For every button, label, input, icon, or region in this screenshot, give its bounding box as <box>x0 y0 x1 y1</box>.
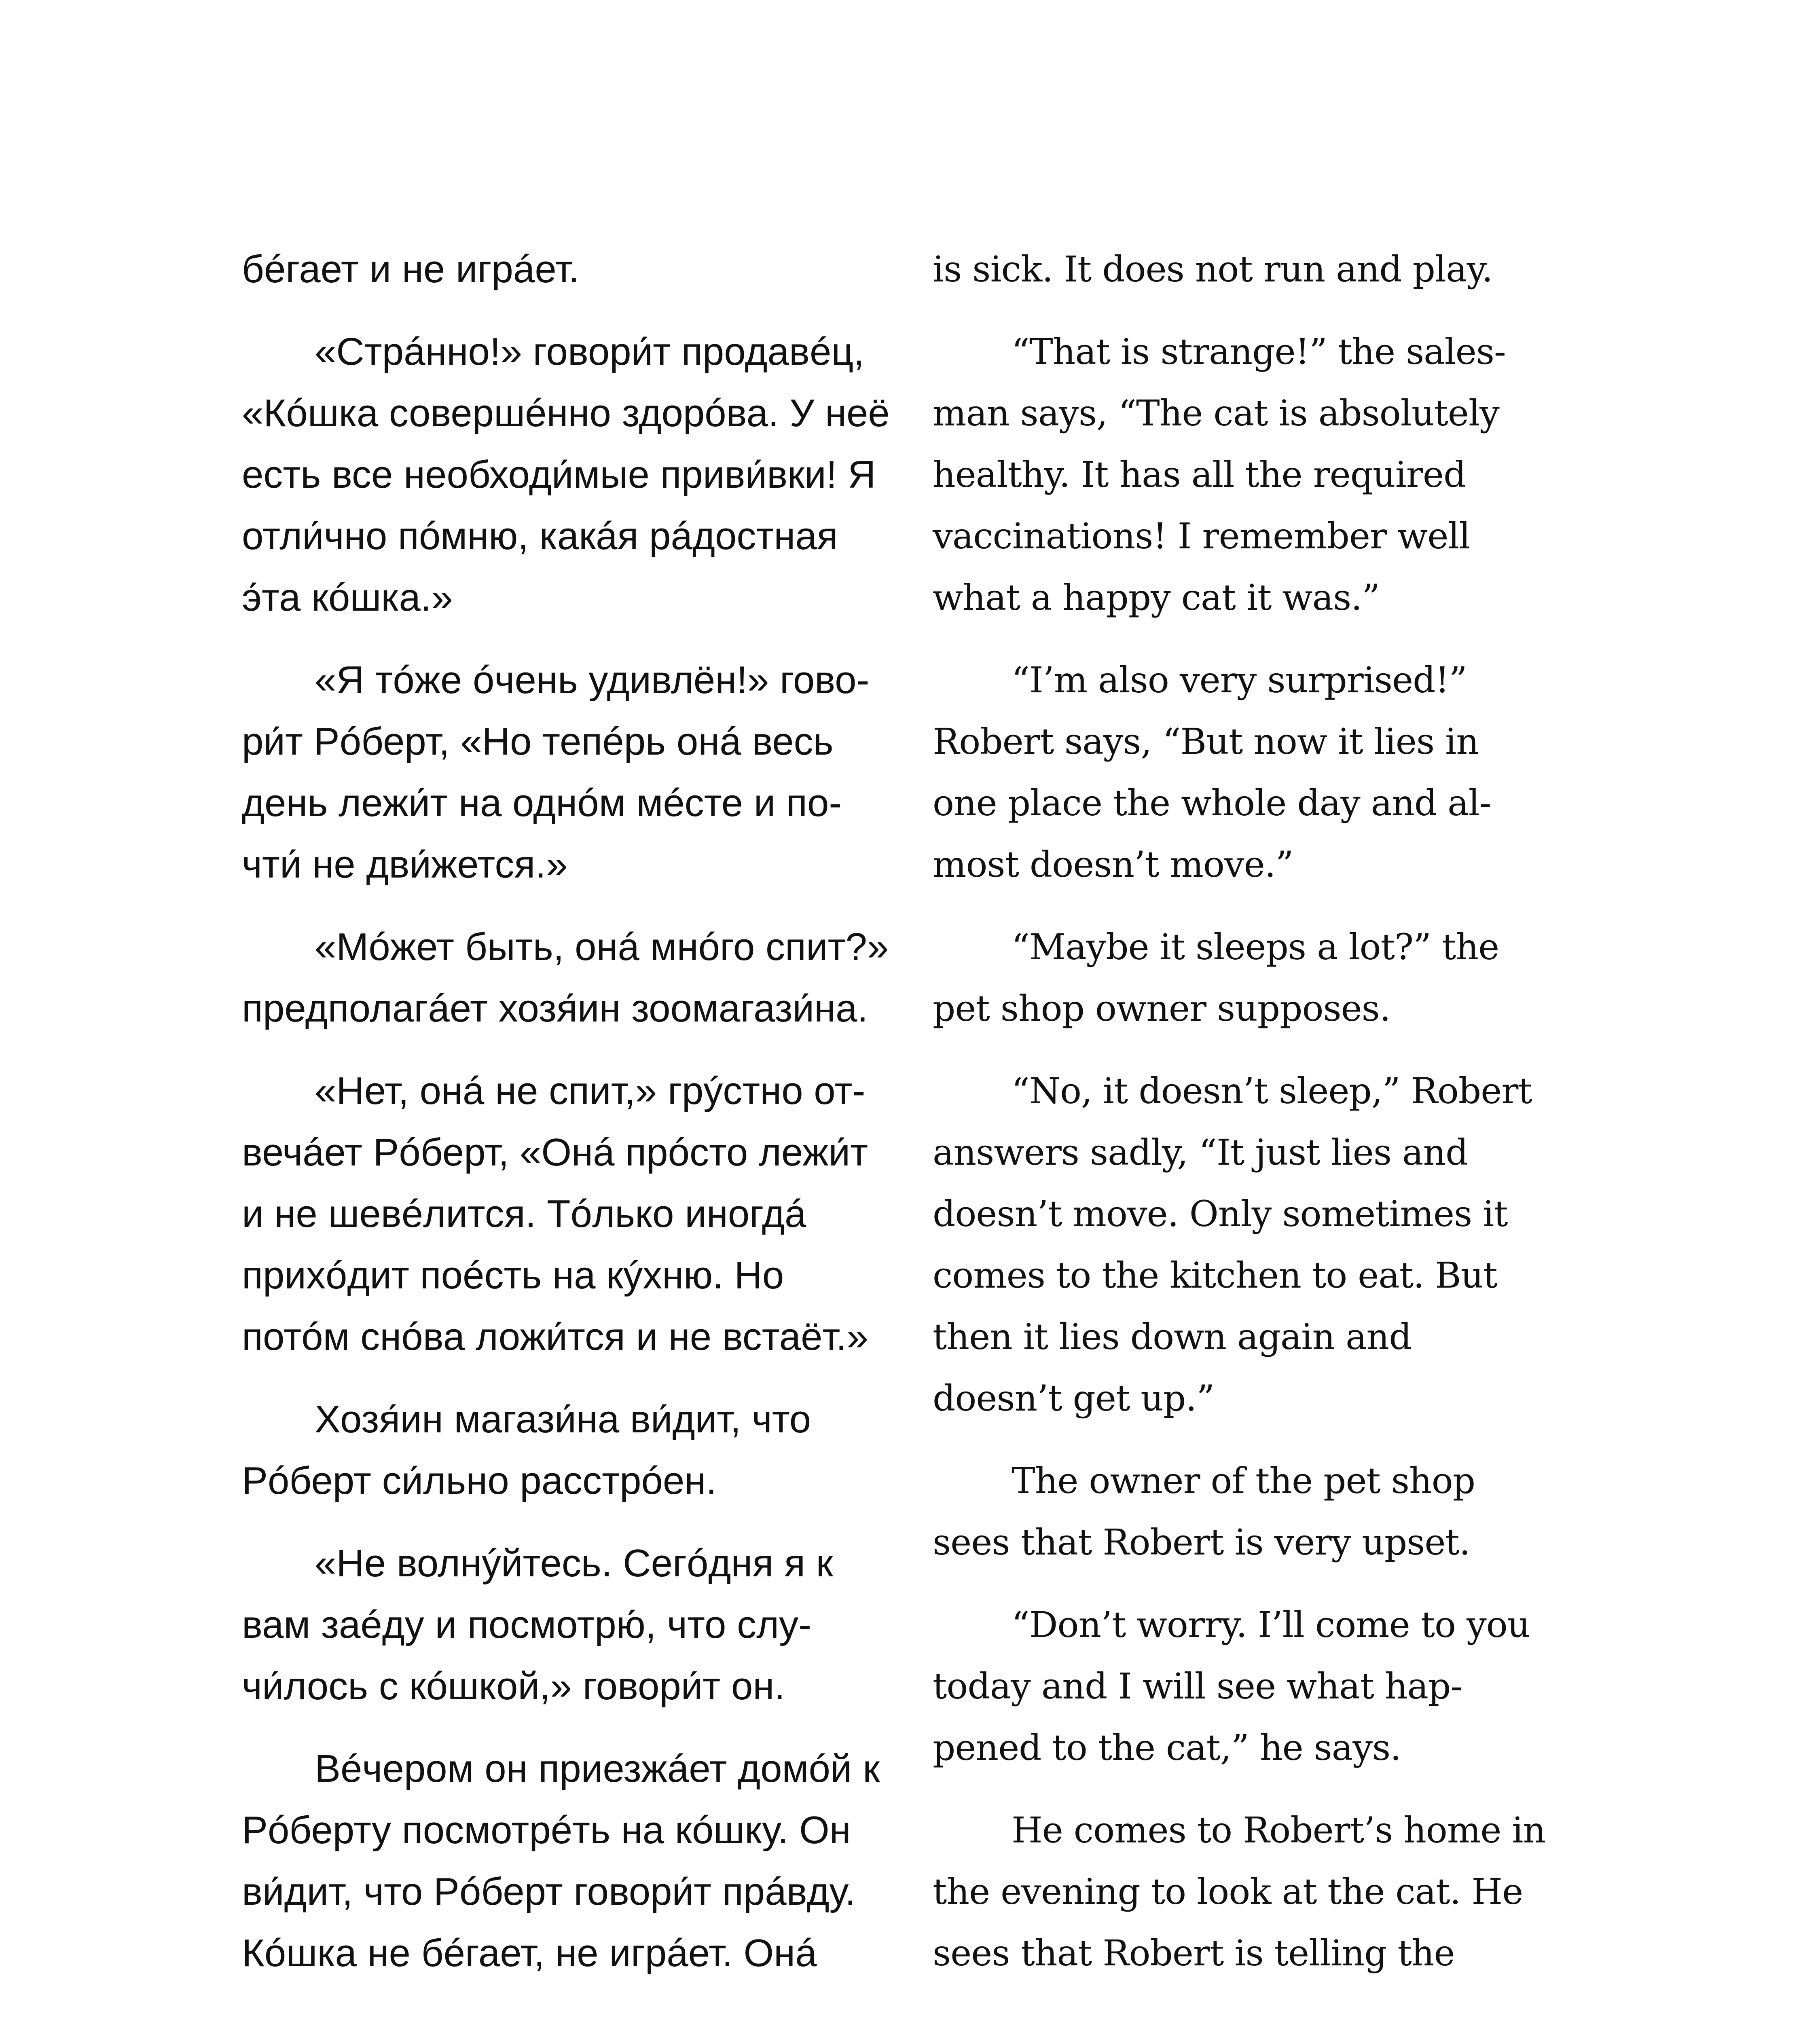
text-line: healthy. It has all the required <box>933 454 1466 495</box>
text-line: бéгает и не игрáет. <box>242 247 580 291</box>
text-line: «Стрáнно!» говори́т продавéц, <box>315 330 864 373</box>
text-line: э́та кóшка.» <box>242 576 453 619</box>
ru-paragraph <box>242 1533 913 1717</box>
text-line: «Не волнýйтесь. Сегóдня я к <box>315 1542 833 1585</box>
text-line: “Don’t worry. I’ll come to you <box>1012 1604 1530 1646</box>
text-line: comes to the kitchen to eat. But <box>933 1254 1497 1296</box>
text-line: then it lies down again and <box>933 1316 1412 1358</box>
text-line: есть все необходи́мые приви́вки! Я <box>242 453 876 496</box>
en-paragraph <box>933 649 1547 895</box>
en-paragraph <box>933 1800 1547 1984</box>
text-line: “Maybe it sleeps a lot?” the <box>1012 926 1499 968</box>
ru-paragraph <box>242 1060 913 1368</box>
text-line: vaccinations! I remember well <box>933 515 1470 557</box>
russian-text-column <box>242 239 913 1984</box>
english-text-column <box>933 239 1547 1984</box>
text-line: вам заéду и посмотрю́, что слу- <box>242 1603 812 1646</box>
text-line: pened to the cat,” he says. <box>933 1727 1401 1768</box>
text-line: отли́чно пóмню, какáя рáдостная <box>242 514 838 558</box>
en-paragraph <box>933 1594 1547 1779</box>
text-line: what a happy cat it was.” <box>933 577 1380 618</box>
text-line: день лежи́т на однóм мéсте и по- <box>242 781 842 825</box>
text-line: Рóберту посмотрéть на кóшку. Он <box>242 1808 851 1852</box>
text-line: one place the whole day and al- <box>933 782 1491 824</box>
text-line: man says, “The cat is absolutely <box>933 392 1499 434</box>
ru-paragraph <box>242 1389 913 1512</box>
text-line: “That is strange!” the sales- <box>1012 331 1506 372</box>
en-paragraph <box>933 321 1547 628</box>
text-line: answers sadly, “It just lies and <box>933 1132 1468 1173</box>
text-line: The owner of the pet shop <box>1012 1460 1475 1502</box>
text-line: doesn’t move. Only sometimes it <box>933 1193 1508 1235</box>
text-line: «Нет, онá не спит,» грýстно от- <box>315 1069 866 1113</box>
text-line: вечáет Рóберт, «Онá прóсто лежи́т <box>242 1131 868 1174</box>
en-paragraph <box>933 1060 1547 1429</box>
text-line: Robert says, “But now it lies in <box>933 721 1479 762</box>
text-line: “I’m also very surprised!” <box>1012 659 1467 701</box>
text-line: ви́дит, что Рóберт говори́т прáвду. <box>242 1870 856 1913</box>
text-line: Кóшка не бéгает, не игрáет. Онá <box>242 1931 817 1975</box>
text-line: «Кóшка совершéнно здорóва. У неё <box>242 391 890 435</box>
text-line: He comes to Robert’s home in <box>1012 1809 1546 1851</box>
ru-paragraph <box>242 649 913 895</box>
text-line: потóм снóва ложи́тся и не встаёт.» <box>242 1315 868 1358</box>
text-line: Хозя́ин магази́на ви́дит, что <box>315 1398 811 1441</box>
text-line: Вéчером он приезжáет домóй к <box>315 1747 880 1790</box>
text-line: today and I will see what hap- <box>933 1665 1462 1707</box>
text-line: прихóдит поéсть на кýхню. Но <box>242 1254 784 1297</box>
text-line: most doesn’t move.” <box>933 844 1293 885</box>
text-line: the evening to look at the cat. He <box>933 1871 1523 1912</box>
en-paragraph <box>933 916 1547 1039</box>
en-paragraph <box>933 1450 1547 1573</box>
text-line: doesn’t get up.” <box>933 1377 1215 1419</box>
text-line: «Мóжет быть, онá мнóго спит?» <box>315 925 889 969</box>
text-line: «Я тóже óчень удивлён!» гово- <box>315 658 870 702</box>
text-line: Рóберт си́льно расстрóен. <box>242 1459 717 1502</box>
ru-paragraph <box>242 916 913 1039</box>
text-line: чи́лось с кóшкой,» говори́т он. <box>242 1665 785 1708</box>
text-line: “No, it doesn’t sleep,” Robert <box>1012 1070 1532 1112</box>
ru-paragraph <box>242 321 913 628</box>
text-line: чти́ не дви́жется.» <box>242 843 568 886</box>
text-line: is sick. It does not run and play. <box>933 248 1493 290</box>
text-line: предполагáет хозя́ин зоомагази́на. <box>242 987 868 1030</box>
text-line: pet shop owner supposes. <box>933 988 1390 1029</box>
text-line: ри́т Рóберт, «Но тепéрь онá весь <box>242 720 834 763</box>
text-line: и не шевéлится. Тóлько иногдá <box>242 1192 806 1235</box>
text-line: sees that Robert is telling the <box>933 1932 1455 1974</box>
ru-paragraph <box>242 1738 913 1984</box>
ru-paragraph <box>242 239 913 300</box>
en-paragraph <box>933 239 1547 300</box>
text-line: sees that Robert is very upset. <box>933 1521 1470 1563</box>
